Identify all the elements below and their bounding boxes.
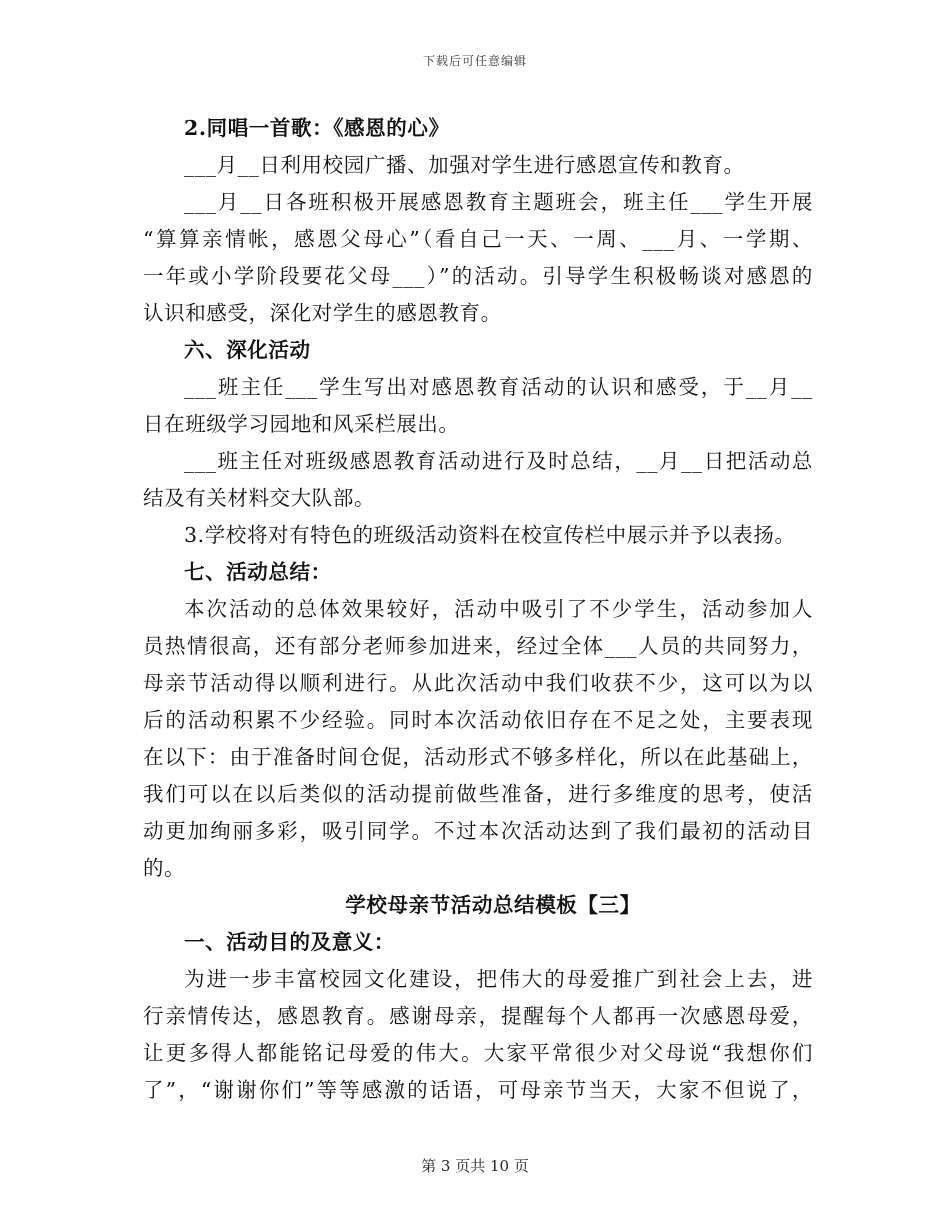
paragraph-line: ___班主任对班级感恩教育活动进行及时总结，__月__日把活动总: [184, 449, 813, 473]
paragraph-line: ___月__日各班积极开展感恩教育主题班会，班主任___学生开展: [184, 190, 813, 214]
paragraph-line: 行亲情传达，感恩教育。感谢母亲，提醒每个人都再一次感恩母爱，: [143, 1004, 813, 1028]
section-heading: 一、活动目的及意义：: [184, 930, 395, 954]
paragraph-line: 本次活动的总体效果较好，活动中吸引了不少学生，活动参加人: [184, 597, 813, 621]
paragraph-line: 在以下：由于准备时间仓促，活动形式不够多样化，所以在此基础上，: [143, 745, 813, 769]
section-heading: 七、活动总结：: [184, 560, 332, 584]
paragraph-line: 结及有关材料交大队部。: [143, 486, 376, 510]
paragraph-line: 母亲节活动得以顺利进行。从此次活动中我们收获不少，这可以为以: [143, 671, 813, 695]
paragraph-line: 日在班级学习园地和风采栏展出。: [143, 412, 460, 436]
page-footer: 第 3 页共 10 页: [421, 1157, 529, 1175]
document-body: [143, 110, 813, 1109]
section-heading: 六、深化活动: [184, 338, 311, 362]
paragraph-line: 的。: [143, 856, 186, 880]
paragraph-line: 我们可以在以后类似的活动提前做些准备，进行多维度的思考，使活: [143, 782, 813, 806]
paragraph-line: 认识和感受，深化对学生的感恩教育。: [143, 301, 502, 325]
paragraph-line: ___班主任___学生写出对感恩教育活动的认识和感受，于__月__: [184, 375, 813, 399]
paragraph-line: 3.学校将对有特色的班级活动资料在校宣传栏中展示并予以表扬。: [184, 523, 796, 547]
paragraph-line: ___月__日利用校园广播、加强对学生进行感恩宣传和教育。: [184, 153, 745, 177]
paragraph-line: 员热情很高，还有部分老师参加进来，经过全体___人员的共同努力，: [143, 634, 813, 658]
paragraph-line: “算算亲情帐，感恩父母心”（看自己一天、一周、___月、一学期、: [143, 227, 813, 251]
paragraph-line: 一年或小学阶段要花父母___）”的活动。引导学生积极畅谈对感恩的: [143, 264, 813, 288]
page-header: 下载后可任意编辑: [422, 54, 527, 68]
paragraph-line: 后的活动积累不少经验。同时本次活动依旧存在不足之处，主要表现: [143, 708, 813, 732]
paragraph-line: 了”，“谢谢你们”等等感激的话语，可母亲节当天，大家不但说了，: [143, 1078, 813, 1102]
paragraph-line: 让更多得人都能铭记母爱的伟大。大家平常很少对父母说“我想你们: [143, 1041, 813, 1065]
document-title: 学校母亲节活动总结模板【三】: [345, 893, 641, 917]
paragraph-line: 为进一步丰富校园文化建设，把伟大的母爱推广到社会上去，进: [184, 967, 813, 991]
item-heading: 2.同唱一首歌：《感恩的心》: [184, 116, 450, 140]
paragraph-line: 动更加绚丽多彩，吸引同学。不过本次活动达到了我们最初的活动目: [143, 819, 813, 843]
